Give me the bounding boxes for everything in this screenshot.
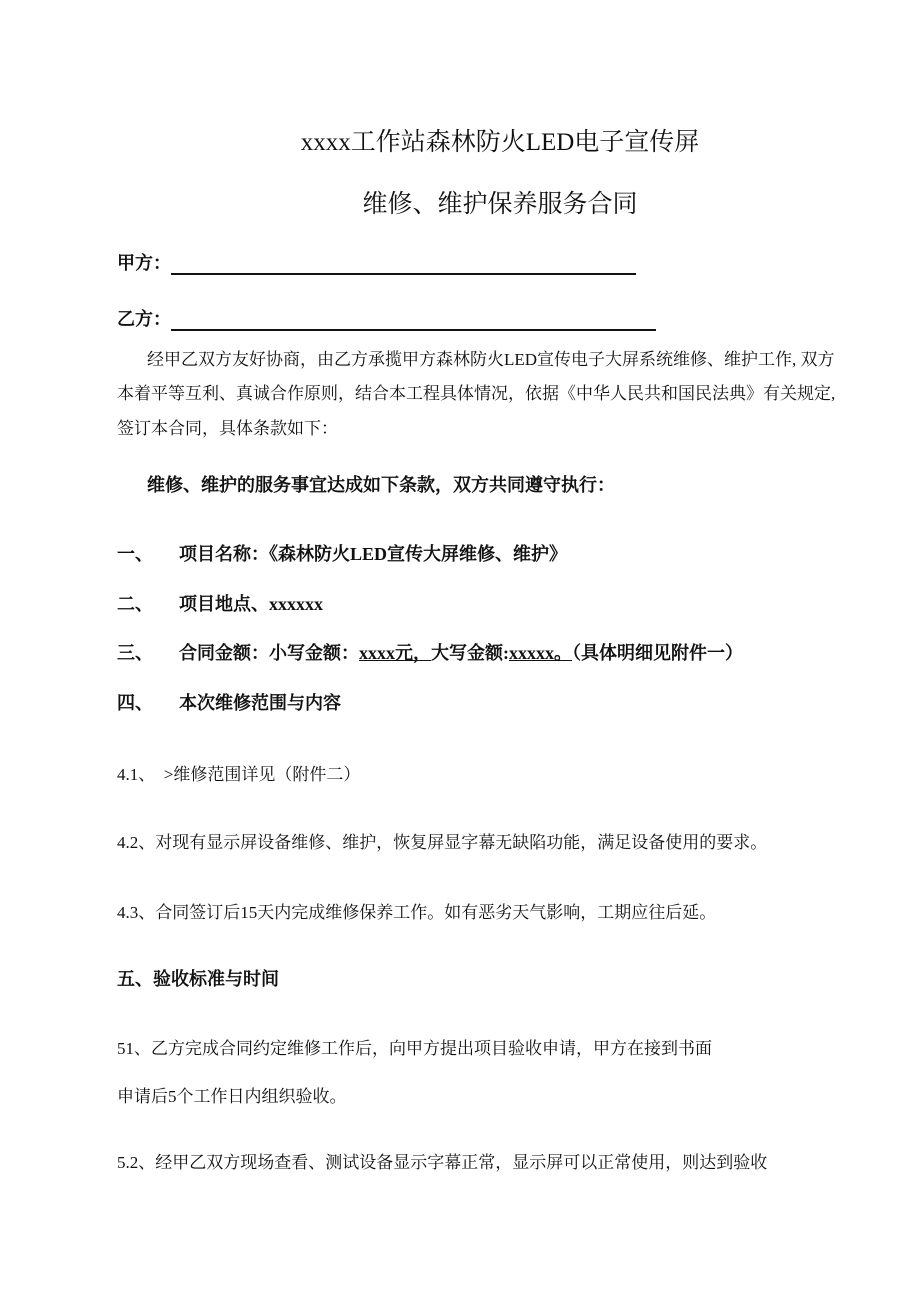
item-three [117,639,743,665]
item-three-suffix: （具体明细见附件一） [572,643,743,663]
item-one-text: 项目名称：《森林防火LED宣传大屏维修、维护》 [179,544,568,564]
item-four-number: 四、 [117,693,153,713]
clause-5-2: 5.2、经甲乙双方现场查看、测试设备显示字幕正常，显示屏可以正常使用，则达到验收 [117,1153,768,1172]
intro-line-3: 签订本合同，具体条款如下： [117,419,338,438]
item-one [117,540,567,566]
item-three-mid: 大写金额: [431,643,509,663]
party-b-row [117,305,656,331]
big-amount: xxxxx。 [509,643,572,663]
party-a-blank [171,255,636,275]
party-b-label: 乙方： [117,309,171,329]
item-four-text: 本次维修范围与内容 [179,693,341,713]
agreement-statement: 维修、维护的服务事宜达成如下条款，双方共同遵守执行： [147,475,615,495]
clause-5-1-line-2: 申请后5个工作日内组织验收。 [117,1087,347,1106]
intro-line-1: 经甲乙双方友好协商，由乙方承揽甲方森林防火LED宣传电子大屏系统维修、维护工作, 双方 [147,350,835,369]
item-one-number: 一、 [117,544,153,564]
clause-4-1: 4.1、 >维修范围详见（附件二） [117,765,361,784]
item-four [117,689,341,715]
clause-4-3: 4.3、合同签订后15天内完成维修保养工作。如有恶劣天气影响，工期应往后延。 [117,903,717,922]
item-two-number: 二、 [117,594,153,614]
item-three-prefix: 合同金额：小写金额： [179,643,359,663]
item-two-text: 项目地点、xxxxxx [179,594,323,614]
party-a-label: 甲方： [117,253,171,273]
item-three-number: 三、 [117,643,153,663]
party-b-blank [171,311,656,331]
title-line-1: xxxx工作站森林防火LED电子宣传屏 [300,129,700,156]
party-a-row [117,249,636,275]
intro-line-2: 本着平等互利、真诚合作原则，结合本工程具体情况，依据《中华人民共和国民法典》有关规定, [117,384,836,403]
item-two [117,590,323,616]
title-line-2: 维修、维护保养服务合同 [362,191,638,218]
clause-4-2: 4.2、对现有显示屏设备维修、维护，恢复屏显字幕无缺陷功能，满足设备使用的要求。 [117,833,768,852]
small-amount: xxxx元， [359,643,431,663]
clause-5-1-line-1: 51、乙方完成合同约定维修工作后，向甲方提出项目验收申请，甲方在接到书面 [117,1039,712,1058]
section-5-heading: 五、验收标准与时间 [117,969,279,989]
